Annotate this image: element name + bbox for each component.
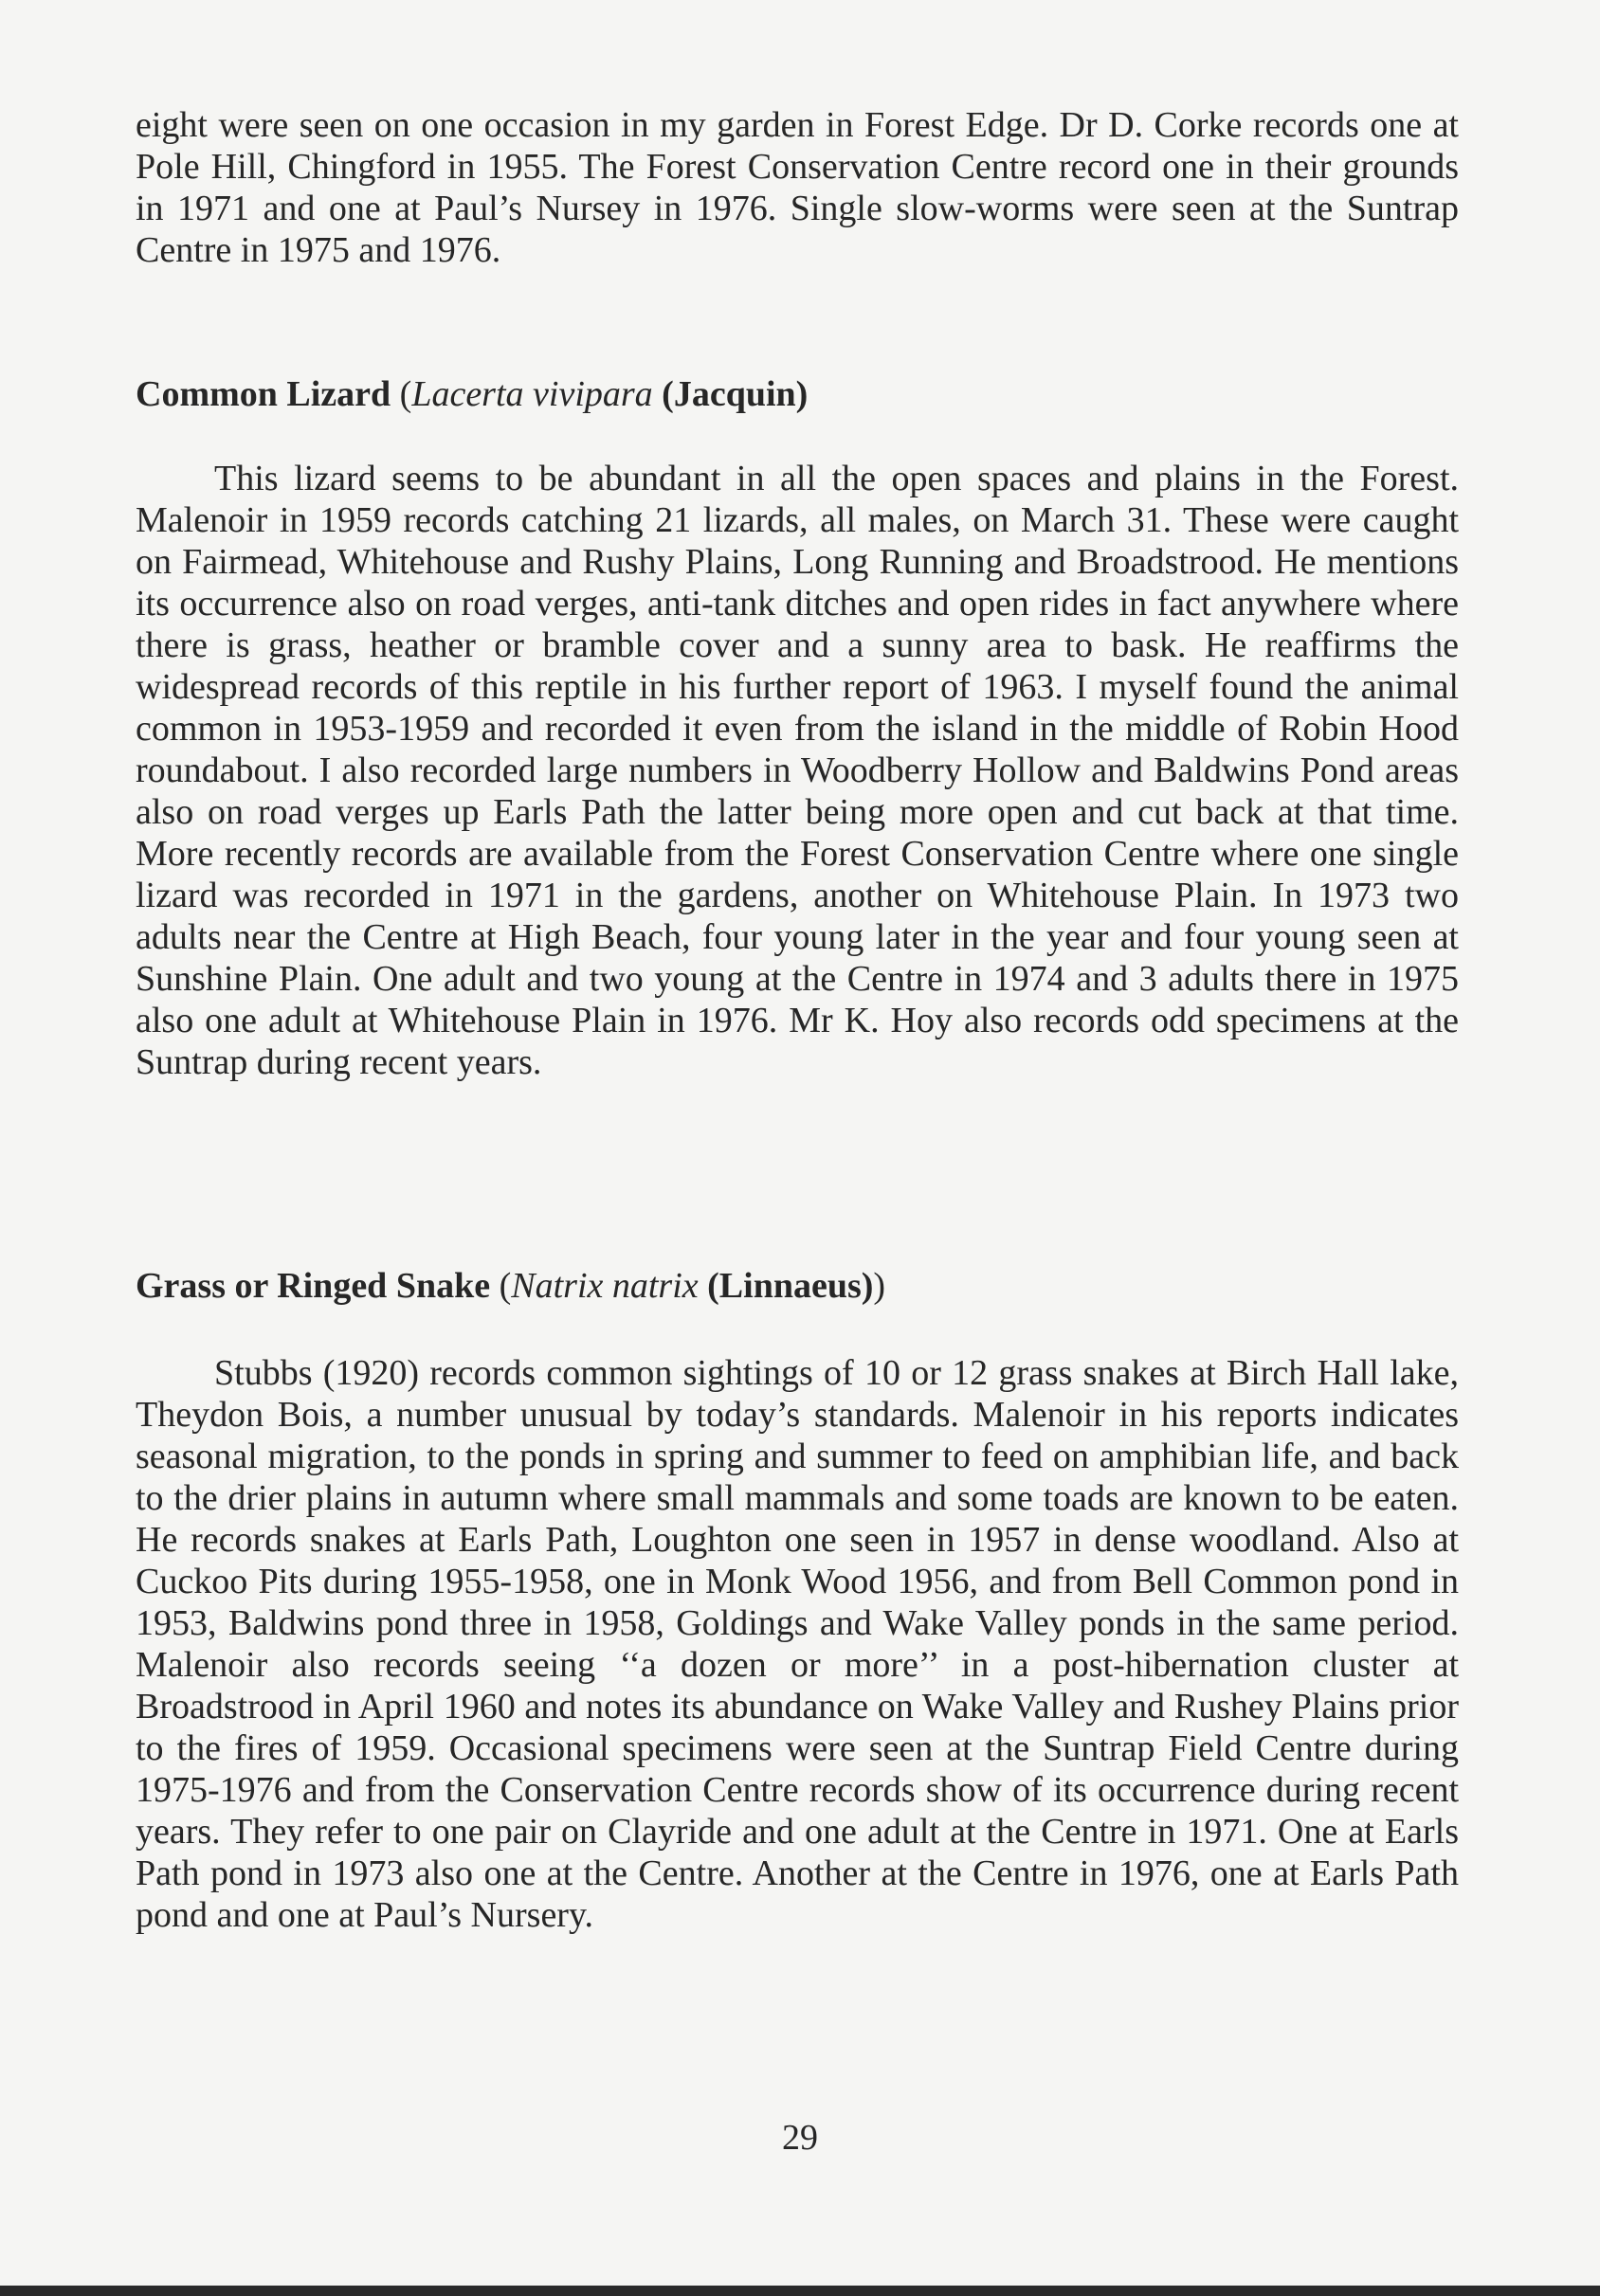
section-common-lizard-body-block (136, 458, 1459, 1083)
page-number: 29 (782, 2118, 818, 2158)
species-authority: (Jacquin) (662, 374, 809, 414)
section-body-common-lizard: This lizard seems to be abundant in all the open spaces and plains in the Forest. Malenoir in 1959 records catching 21 lizards, all males, on March 31. These were caught on Fairmead, Whitehouse and Rushy Plains, Long Running and Broadstrood. He mentions its occurrence also on road verges, anti-tank ditches and open rides in fact anywhere where there is grass, heather or bramble cover and a sunny area to bask. He reaffirms the widespread records of this reptile in his further report of 1963. I myself found the animal common in 1953-1959 and recorded it even from the island in the middle of Robin Hood roundabout. I also recorded large numbers in Woodberry Hollow and Baldwins Pond areas also on road verges up Earls Path the latter being more open and cut back at that time. More recently records are available from the Forest Conservation Centre where one single lizard was recorded in 1971 in the gardens, another on Whitehouse Plain. In 1973 two adults near the Centre at High Beach, four young later in the year and four young seen at Sunshine Plain. One adult and two young at the Centre in 1974 and 3 adults there in 1975 also one adult at Whitehouse Plain in 1976. Mr K. Hoy also records odd specimens at the Suntrap during recent years. (136, 459, 1459, 1082)
section-grass-snake-body-block (136, 1352, 1459, 1936)
section-common-lizard-heading-block (136, 373, 1459, 415)
continuation-paragraph-block (136, 104, 1459, 271)
close-paren: ) (873, 1266, 886, 1306)
species-common-name: Grass or Ringed Snake (136, 1266, 491, 1306)
species-authority: (Linnaeus) (707, 1266, 874, 1306)
bottom-edge-rule (0, 2286, 1600, 2296)
continuation-paragraph: eight were seen on one occasion in my garden in Forest Edge. Dr D. Corke records one at Pole Hill, Chingford in 1955. The Forest Conservation Centre record one in their grounds in 1971 and one at Paul’s Nursey in 1976. Single slow-worms were seen at the Suntrap Centre in 1975 and 1976. (136, 105, 1459, 270)
section-heading-grass-snake (136, 1265, 1459, 1307)
section-grass-snake-heading-block (136, 1265, 1459, 1307)
section-heading-common-lizard (136, 373, 1459, 415)
species-scientific-name: Lacerta vivipara (411, 374, 653, 414)
open-paren: ( (399, 374, 412, 414)
section-body-grass-snake: Stubbs (1920) records common sightings of 10 or 12 grass snakes at Birch Hall lake, Theydon Bois, a number unusual by today’s standards. Malenoir in his reports indicates seasonal migration, to the ponds in spring and summer to feed on amphibian life, and back to the drier plains in autumn where small mammals and some toads are known to be eaten. He records snakes at Earls Path, Loughton one seen in 1957 in dense woodland. Also at Cuckoo Pits during 1955-1958, one in Monk Wood 1956, and from Bell Common pond in 1953, Baldwins pond three in 1958, Goldings and Wake Valley ponds in the same period. Malenoir also records seeing ‘‘a dozen or more’’ in a post-hibernation cluster at Broadstrood in April 1960 and notes its abundance on Wake Valley and Rushey Plains prior to the fires of 1959. Occasional specimens were seen at the Suntrap Field Centre during 1975-1976 and from the Conservation Centre records show of its occurrence during recent years. They refer to one pair on Clayride and one adult at the Centre in 1971. One at Earls Path pond in 1973 also one at the Centre. Another at the Centre in 1976, one at Earls Path pond and one at Paul’s Nursery. (136, 1353, 1459, 1935)
species-scientific-name: Natrix natrix (511, 1266, 699, 1306)
open-paren: ( (499, 1266, 512, 1306)
species-common-name: Common Lizard (136, 374, 391, 414)
